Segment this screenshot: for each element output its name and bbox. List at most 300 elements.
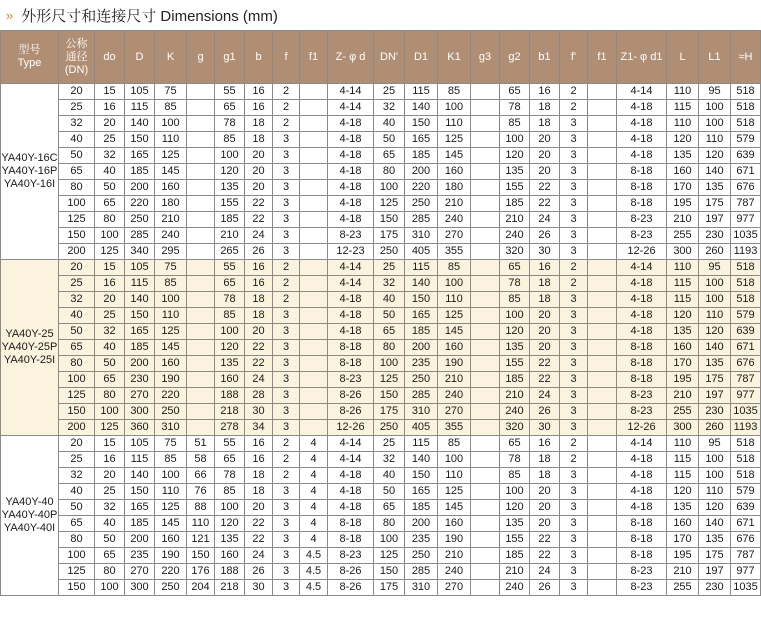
table-cell: 3 — [560, 292, 588, 308]
table-cell: 676 — [731, 356, 761, 372]
table-cell: 22 — [530, 196, 560, 212]
table-cell: 125 — [438, 308, 471, 324]
table-cell: 40 — [95, 164, 125, 180]
table-cell: 12-23 — [328, 244, 374, 260]
table-cell: 2 — [560, 276, 588, 292]
table-cell: 405 — [405, 420, 438, 436]
table-cell: 4-18 — [617, 132, 667, 148]
table-cell: 16 — [95, 276, 125, 292]
table-cell: 40 — [374, 116, 405, 132]
table-cell: 250 — [155, 404, 187, 420]
table-cell: 40 — [95, 516, 125, 532]
table-cell: 185 — [125, 164, 155, 180]
header-cell: Z1- φ d1 — [617, 31, 667, 84]
table-cell: 100 — [155, 468, 187, 484]
table-cell: 135 — [215, 356, 245, 372]
table-cell: 270 — [125, 388, 155, 404]
table-cell: 4 — [300, 436, 328, 452]
table-cell: 22 — [530, 372, 560, 388]
table-cell: 4-18 — [328, 500, 374, 516]
table-cell: 210 — [500, 212, 530, 228]
table-cell: 285 — [405, 564, 438, 580]
table-cell: 85 — [215, 484, 245, 500]
table-cell: 121 — [187, 532, 215, 548]
table-row — [1, 500, 761, 516]
table-cell: 115 — [667, 100, 699, 116]
table-row — [1, 244, 761, 260]
table-row — [1, 116, 761, 132]
table-cell — [588, 308, 617, 324]
group-yA40Y-16 — [1, 84, 761, 260]
table-cell: 80 — [59, 356, 95, 372]
table-cell: 100 — [374, 356, 405, 372]
table-cell: 240 — [155, 228, 187, 244]
table-cell: 160 — [438, 164, 471, 180]
table-cell: 15 — [95, 260, 125, 276]
table-cell: 55 — [215, 84, 245, 100]
table-cell: 200 — [59, 420, 95, 436]
table-cell: 240 — [500, 580, 530, 596]
table-cell: 16 — [245, 260, 273, 276]
header-cell: b — [245, 31, 273, 84]
table-cell: 32 — [59, 292, 95, 308]
table-cell: 8-23 — [617, 228, 667, 244]
table-cell: 218 — [215, 580, 245, 596]
table-cell: 3 — [273, 212, 300, 228]
table-cell — [471, 292, 500, 308]
table-cell: 150 — [59, 228, 95, 244]
table-cell — [471, 196, 500, 212]
table-cell: 4-14 — [617, 260, 667, 276]
table-cell: 190 — [438, 356, 471, 372]
table-cell: 4-18 — [328, 196, 374, 212]
table-cell: 100 — [155, 116, 187, 132]
header-cell: f' — [560, 31, 588, 84]
table-cell: 310 — [405, 228, 438, 244]
table-cell: 3 — [273, 484, 300, 500]
table-cell: 18 — [530, 452, 560, 468]
header-cell: L1 — [699, 31, 731, 84]
table-cell: 260 — [699, 244, 731, 260]
table-cell: 4-18 — [328, 116, 374, 132]
table-cell: 28 — [245, 388, 273, 404]
table-cell: 3 — [560, 404, 588, 420]
table-cell: 210 — [438, 196, 471, 212]
table-row — [1, 132, 761, 148]
table-cell: 145 — [155, 340, 187, 356]
table-cell — [300, 228, 328, 244]
header-cell: do — [95, 31, 125, 84]
table-cell: 100 — [438, 100, 471, 116]
table-cell: 977 — [731, 212, 761, 228]
table-cell: 190 — [155, 372, 187, 388]
table-cell: 270 — [125, 564, 155, 580]
table-cell: 100 — [438, 276, 471, 292]
table-cell: 175 — [699, 372, 731, 388]
table-cell: 4-14 — [328, 436, 374, 452]
table-cell: 185 — [405, 148, 438, 164]
table-cell: 3 — [273, 372, 300, 388]
table-cell: 80 — [374, 164, 405, 180]
table-cell: 65 — [500, 260, 530, 276]
table-cell: 4-18 — [617, 308, 667, 324]
table-cell: 25 — [374, 436, 405, 452]
table-cell: 3 — [273, 500, 300, 516]
table-cell: 51 — [187, 436, 215, 452]
table-cell: 320 — [500, 244, 530, 260]
table-cell: 3 — [273, 196, 300, 212]
table-cell: 3 — [560, 516, 588, 532]
table-cell: 16 — [245, 452, 273, 468]
table-cell: 210 — [500, 388, 530, 404]
table-cell — [471, 100, 500, 116]
table-row — [1, 260, 761, 276]
table-cell: 115 — [405, 260, 438, 276]
table-row — [1, 340, 761, 356]
table-cell: 16 — [530, 84, 560, 100]
table-cell: 78 — [500, 452, 530, 468]
table-cell: 16 — [530, 260, 560, 276]
table-cell: 150 — [405, 468, 438, 484]
table-cell: 8-18 — [617, 356, 667, 372]
table-cell: 24 — [245, 372, 273, 388]
table-cell — [588, 420, 617, 436]
table-cell: 20 — [245, 180, 273, 196]
table-cell: 8-23 — [617, 212, 667, 228]
table-cell: 100 — [699, 116, 731, 132]
table-cell — [187, 324, 215, 340]
table-cell: 285 — [405, 388, 438, 404]
header-cell: DN' — [374, 31, 405, 84]
table-cell: 2 — [273, 452, 300, 468]
table-cell — [588, 180, 617, 196]
table-cell: 40 — [59, 308, 95, 324]
table-row — [1, 324, 761, 340]
table-cell: 18 — [245, 292, 273, 308]
table-cell: 24 — [245, 548, 273, 564]
table-cell: 125 — [59, 564, 95, 580]
table-cell: 8-23 — [328, 548, 374, 564]
table-cell: 8-23 — [328, 228, 374, 244]
table-cell: 50 — [59, 148, 95, 164]
table-cell: 3 — [273, 420, 300, 436]
table-cell: 50 — [59, 500, 95, 516]
table-cell — [300, 148, 328, 164]
table-cell: 100 — [699, 452, 731, 468]
table-cell: 185 — [500, 372, 530, 388]
table-cell: 18 — [245, 116, 273, 132]
table-cell — [471, 276, 500, 292]
table-cell: 100 — [438, 452, 471, 468]
table-cell — [300, 340, 328, 356]
table-cell: 155 — [500, 532, 530, 548]
table-cell: 145 — [155, 164, 187, 180]
table-cell: 115 — [125, 452, 155, 468]
table-cell — [300, 196, 328, 212]
table-cell: 120 — [699, 500, 731, 516]
table-cell — [471, 516, 500, 532]
group-yA40Y-25 — [1, 260, 761, 436]
table-cell: 20 — [530, 148, 560, 164]
table-cell: 4-18 — [328, 308, 374, 324]
table-cell: 160 — [215, 372, 245, 388]
table-cell: 24 — [245, 228, 273, 244]
table-cell: 355 — [438, 420, 471, 436]
table-cell: 18 — [245, 468, 273, 484]
table-cell: 85 — [155, 100, 187, 116]
table-cell: 115 — [125, 100, 155, 116]
table-cell: 787 — [731, 372, 761, 388]
table-cell — [471, 84, 500, 100]
table-cell: 671 — [731, 516, 761, 532]
table-cell — [300, 212, 328, 228]
table-cell: 95 — [699, 436, 731, 452]
table-cell: 4-18 — [328, 148, 374, 164]
table-cell — [588, 244, 617, 260]
table-cell: 80 — [374, 516, 405, 532]
table-cell — [588, 324, 617, 340]
table-cell: 270 — [438, 228, 471, 244]
table-cell: 78 — [500, 100, 530, 116]
table-cell — [300, 308, 328, 324]
table-cell — [471, 340, 500, 356]
table-cell — [588, 292, 617, 308]
table-cell — [300, 180, 328, 196]
table-row — [1, 564, 761, 580]
table-cell: 8-26 — [328, 564, 374, 580]
table-cell: 4.5 — [300, 564, 328, 580]
table-cell: 75 — [155, 260, 187, 276]
table-cell: 20 — [245, 164, 273, 180]
type-cell: YA40Y-16C YA40Y-16P YA40Y-16I — [1, 84, 59, 260]
table-cell: 18 — [530, 116, 560, 132]
table-cell: 255 — [667, 580, 699, 596]
table-cell: 4-18 — [617, 500, 667, 516]
table-cell: 80 — [59, 180, 95, 196]
table-cell — [471, 564, 500, 580]
table-cell: 20 — [245, 324, 273, 340]
table-cell: 4-18 — [328, 484, 374, 500]
table-cell: 135 — [699, 180, 731, 196]
table-cell: 150 — [374, 388, 405, 404]
table-cell: 8-26 — [328, 404, 374, 420]
table-cell: 85 — [215, 308, 245, 324]
table-cell: 20 — [530, 340, 560, 356]
table-cell: 197 — [699, 564, 731, 580]
table-cell: 250 — [405, 196, 438, 212]
header-type: 型号 Type — [1, 31, 59, 84]
table-cell: 230 — [699, 580, 731, 596]
table-cell — [187, 244, 215, 260]
table-cell: 100 — [95, 580, 125, 596]
table-cell: 185 — [500, 196, 530, 212]
table-cell: 310 — [405, 404, 438, 420]
table-cell: 32 — [59, 116, 95, 132]
table-cell: 200 — [405, 340, 438, 356]
type-cell: YA40Y-40 YA40Y-40P YA40Y-40I — [1, 436, 59, 596]
table-cell: 185 — [125, 516, 155, 532]
header-cell: L — [667, 31, 699, 84]
table-cell: 50 — [95, 532, 125, 548]
table-cell: 4-18 — [617, 276, 667, 292]
table-cell: 4-18 — [328, 132, 374, 148]
table-cell: 125 — [438, 132, 471, 148]
table-cell: 170 — [667, 532, 699, 548]
table-cell: 1035 — [731, 228, 761, 244]
table-cell: 155 — [500, 180, 530, 196]
table-cell: 300 — [125, 580, 155, 596]
table-cell: 579 — [731, 308, 761, 324]
header-cell: g1 — [215, 31, 245, 84]
table-cell: 220 — [155, 564, 187, 580]
table-cell: 175 — [374, 404, 405, 420]
table-cell: 230 — [699, 404, 731, 420]
table-cell — [471, 372, 500, 388]
table-cell: 26 — [530, 404, 560, 420]
table-cell: 3 — [560, 420, 588, 436]
table-cell — [471, 324, 500, 340]
table-cell — [471, 532, 500, 548]
table-cell: 25 — [95, 484, 125, 500]
table-cell: 4 — [300, 484, 328, 500]
table-cell: 200 — [125, 180, 155, 196]
table-cell: 4-14 — [328, 100, 374, 116]
table-cell: 78 — [215, 292, 245, 308]
table-cell: 110 — [438, 468, 471, 484]
table-cell: 175 — [699, 548, 731, 564]
table-cell — [588, 404, 617, 420]
table-row — [1, 388, 761, 404]
table-cell: 3 — [560, 116, 588, 132]
table-row — [1, 372, 761, 388]
table-cell: 170 — [667, 180, 699, 196]
table-cell — [300, 132, 328, 148]
table-cell: 120 — [215, 516, 245, 532]
table-cell: 20 — [530, 484, 560, 500]
table-cell — [588, 564, 617, 580]
table-cell: 135 — [500, 516, 530, 532]
table-cell: 255 — [667, 228, 699, 244]
table-cell: 3 — [273, 516, 300, 532]
table-cell: 26 — [530, 580, 560, 596]
table-cell: 24 — [530, 388, 560, 404]
table-cell — [588, 276, 617, 292]
table-cell: 278 — [215, 420, 245, 436]
table-cell: 100 — [500, 132, 530, 148]
table-cell: 300 — [667, 420, 699, 436]
table-cell: 220 — [405, 180, 438, 196]
table-cell: 65 — [374, 500, 405, 516]
table-cell: 8-23 — [617, 564, 667, 580]
double-chevron-right-icon: » — [6, 7, 12, 23]
table-row — [1, 212, 761, 228]
table-cell: 65 — [59, 340, 95, 356]
table-cell: 3 — [273, 308, 300, 324]
table-cell: 4-14 — [617, 84, 667, 100]
table-cell: 140 — [699, 164, 731, 180]
table-cell: 8-23 — [617, 388, 667, 404]
table-cell: 140 — [125, 292, 155, 308]
table-cell: 16 — [245, 276, 273, 292]
table-cell: 210 — [215, 228, 245, 244]
header-cell: ≈H — [731, 31, 761, 84]
table-cell: 265 — [215, 244, 245, 260]
table-cell: 40 — [59, 484, 95, 500]
table-cell: 405 — [405, 244, 438, 260]
table-cell: 3 — [273, 340, 300, 356]
table-cell: 3 — [560, 564, 588, 580]
table-cell: 75 — [155, 84, 187, 100]
table-cell: 3 — [560, 372, 588, 388]
table-cell: 8-18 — [328, 340, 374, 356]
header-cell: Z- φ d — [328, 31, 374, 84]
table-cell: 310 — [405, 580, 438, 596]
table-cell — [588, 212, 617, 228]
table-cell: 170 — [667, 356, 699, 372]
table-cell — [300, 356, 328, 372]
table-row — [1, 276, 761, 292]
table-cell — [471, 500, 500, 516]
table-cell — [471, 116, 500, 132]
header-cell: g3 — [471, 31, 500, 84]
table-cell: 140 — [125, 116, 155, 132]
table-cell: 110 — [667, 436, 699, 452]
table-cell — [300, 420, 328, 436]
table-cell: 4-14 — [328, 452, 374, 468]
table-cell: 22 — [245, 212, 273, 228]
table-cell: 100 — [699, 292, 731, 308]
table-cell: 40 — [59, 132, 95, 148]
table-cell: 210 — [438, 372, 471, 388]
table-cell: 110 — [155, 308, 187, 324]
table-cell: 32 — [95, 324, 125, 340]
table-cell: 110 — [155, 132, 187, 148]
table-cell: 125 — [59, 212, 95, 228]
table-cell: 140 — [699, 340, 731, 356]
table-cell: 110 — [699, 484, 731, 500]
table-cell: 22 — [530, 532, 560, 548]
dimensions-table — [0, 30, 761, 596]
table-cell — [588, 84, 617, 100]
table-cell: 25 — [59, 100, 95, 116]
table-cell: 4 — [300, 532, 328, 548]
table-cell: 175 — [699, 196, 731, 212]
table-cell: 50 — [59, 324, 95, 340]
table-cell: 20 — [530, 164, 560, 180]
table-cell — [300, 244, 328, 260]
table-cell — [471, 148, 500, 164]
table-cell: 65 — [215, 452, 245, 468]
table-cell: 3 — [560, 244, 588, 260]
table-cell: 270 — [438, 580, 471, 596]
table-cell: 120 — [215, 340, 245, 356]
table-cell: 160 — [438, 340, 471, 356]
table-cell: 320 — [500, 420, 530, 436]
table-cell: 160 — [667, 164, 699, 180]
table-cell: 78 — [500, 276, 530, 292]
table-cell: 100 — [699, 100, 731, 116]
table-cell: 80 — [59, 532, 95, 548]
table-cell: 639 — [731, 148, 761, 164]
table-cell: 3 — [273, 180, 300, 196]
table-cell: 16 — [245, 100, 273, 116]
table-cell: 195 — [667, 372, 699, 388]
table-cell: 270 — [438, 404, 471, 420]
table-row — [1, 196, 761, 212]
table-cell: 1035 — [731, 404, 761, 420]
table-cell: 16 — [245, 436, 273, 452]
table-cell — [588, 100, 617, 116]
